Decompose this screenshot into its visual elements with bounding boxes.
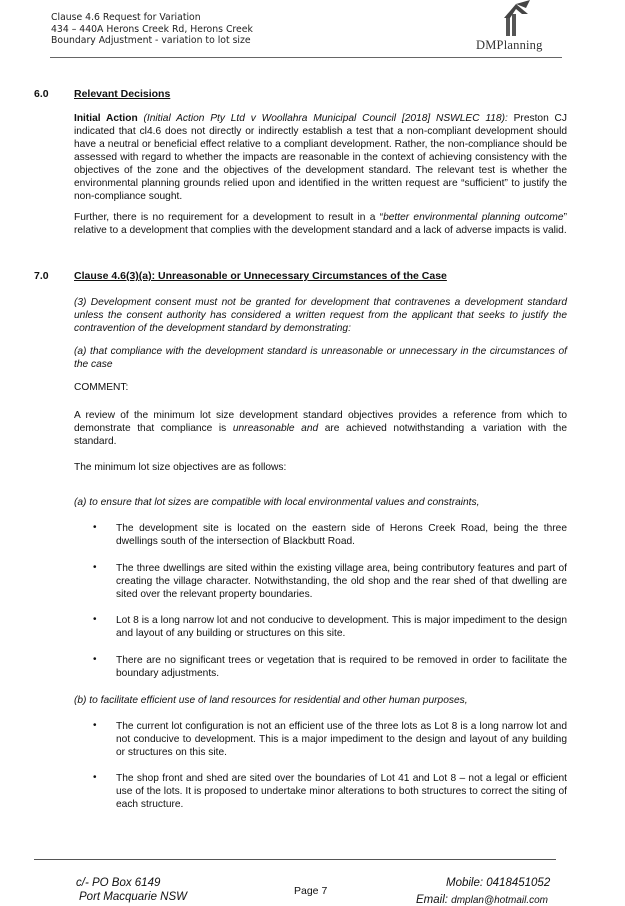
footer-email [416, 894, 548, 906]
bullet-marker: • [93, 772, 97, 783]
initial-action-paragraph [74, 112, 567, 203]
footer-mobile: Mobile: 0418451052 [446, 877, 551, 889]
list-item: The shop front and shed are sited over the boundaries of Lot 41 and Lot 8 – not a legal or efficient use of the lots. It is proposed to undertake minor alterations to both structures to correct the siting of each structure. [116, 773, 567, 810]
outcome-paragraph [74, 211, 567, 237]
email-address: dmplan@hotmail.com [451, 895, 549, 906]
list-item: Lot 8 is a long narrow lot and not conducive to development. This is major impediment to the design and layout of any building or structures on this site. [116, 615, 567, 639]
section-7-number: 7.0 [34, 270, 49, 282]
objective-a: (a) to ensure that lot sizes are compatible with local environmental values and constraints, [74, 497, 480, 508]
bullet-marker: • [93, 720, 97, 731]
bullet-marker: • [93, 562, 97, 573]
clause-3-quote: (3) Development consent must not be granted for development that contravenes a development standard unless the consent authority has considered a written request from the applicant that seeks to justify the contravention of the development standard by demonstrating: [74, 297, 567, 334]
email-label: Email: [416, 894, 448, 906]
section-6-number: 6.0 [34, 88, 49, 100]
review-paragraph [74, 409, 567, 448]
list-item: The three dwellings are sited within the existing village area, being contributory features and part of creating the village character. Notwithstanding, the old shop and the rear shed of that dwelling are sited over the relevant property boundaries. [116, 563, 567, 600]
outcome-text-start: Further, there is no requirement for a development to result in a “ [74, 212, 384, 223]
review-text-italic: unreasonable and [232, 423, 319, 434]
header-line-2: 434 – 440A Herons Creek Rd, Herons Creek [51, 23, 253, 35]
header-line-3: Boundary Adjustment - variation to lot size [51, 35, 251, 46]
objective-b: (b) to facilitate efficient use of land resources for residential and other human purposes, [74, 695, 468, 706]
section-6-title: Relevant Decisions [74, 88, 171, 100]
footer-address-2: Port Macquarie NSW [79, 891, 188, 903]
bullet-marker: • [93, 614, 97, 625]
page-number: Page 7 [294, 885, 328, 897]
footer-address-1: c/- PO Box 6149 [76, 877, 161, 889]
list-item: The development site is located on the eastern side of Herons Creek Road, being the three dwellings south of the intersection of Blackbutt Road. [116, 523, 567, 547]
objectives-intro: The minimum lot size objectives are as follows: [74, 462, 287, 473]
outcome-text-italic: better environmental planning outcome [383, 212, 564, 223]
document-header [51, 12, 253, 47]
list-item: The current lot configuration is not an efficient use of the three lots as Lot 8 is a long narrow lot and not conducive to development. This is a major impediment to the design and layout of any building or structures on this site. [116, 721, 567, 758]
case-citation: (Initial Action Pty Ltd v Woollahra Municipal Council [2018] NSWLEC 118): [143, 113, 508, 124]
footer-divider [34, 859, 556, 860]
list-item: There are no significant trees or vegetation that is required to be removed in order to facilitate the boundary adjustments. [116, 655, 567, 679]
outcome-text-end: ” relative to a development that complies with the development standard and a lack of adverse impacts is valid. [74, 212, 567, 236]
section-7-title: Clause 4.6(3)(a): Unreasonable or Unnecessary Circumstances of the Case [74, 270, 447, 282]
bullet-marker: • [93, 654, 97, 665]
comment-label: COMMENT: [74, 382, 129, 393]
review-text-start: A review of the minimum lot size development standard objectives provides a reference from which to demonstrate that compliance is [74, 410, 567, 434]
initial-action-body: Preston CJ indicated that cl4.6 does not directly or indirectly establish a test that a non-compliant development should have a neutral or beneficial effect relative to a compliant development. Rather, the non-compliance should be assessed with regard to whether the impacts are reasonable in the context of achieving consistency with the objectives of the zone and the objectives of the development standard. The relevant test is whether the environmental planning grounds relied upon and identified in the written request are “sufficient” to justify the non-compliance sought. [74, 113, 567, 202]
review-text-end: are achieved notwithstanding a variation with the standard. [74, 423, 567, 447]
initial-action-label: Initial Action [74, 113, 138, 124]
header-line-1: Clause 4.6 Request for Variation [51, 12, 201, 23]
logo-text: DMPlanning [476, 38, 543, 52]
clause-a-quote: (a) that compliance with the development standard is unreasonable or unnecessary in the circumstances of the case [74, 346, 567, 370]
bullet-marker: • [93, 522, 97, 533]
header-divider [50, 57, 562, 58]
